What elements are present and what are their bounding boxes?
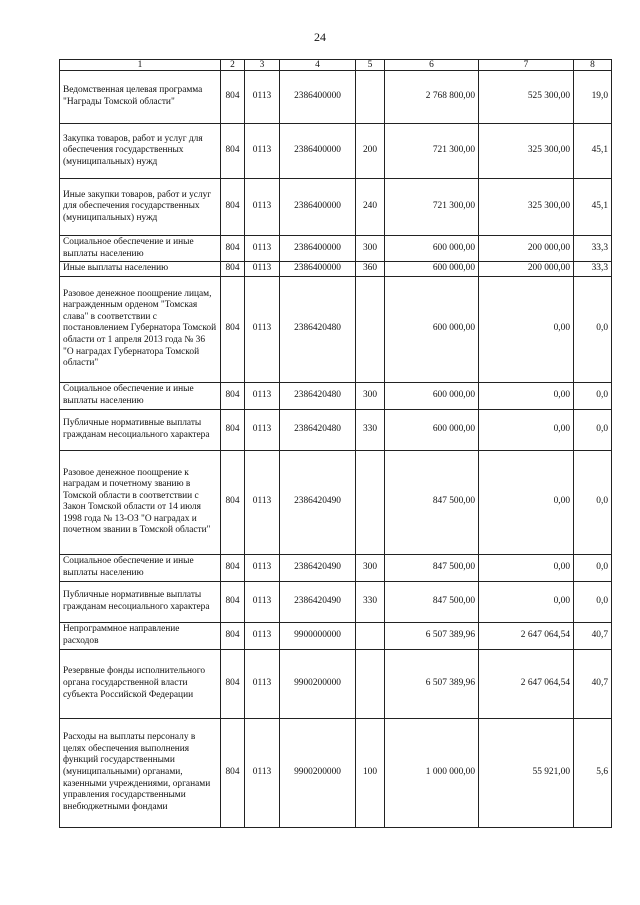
- code-cell: 804: [221, 179, 245, 236]
- expense-type-cell: 330: [356, 409, 385, 450]
- percent-cell: 0,0: [574, 409, 612, 450]
- section-cell: 0113: [245, 276, 280, 382]
- column-header: 4: [280, 60, 356, 71]
- actual-amount-cell: 0,00: [479, 554, 574, 581]
- expense-type-cell: [356, 276, 385, 382]
- page-number: 24: [314, 30, 326, 44]
- percent-cell: 5,6: [574, 718, 612, 827]
- target-article-cell: 2386400000: [280, 179, 356, 236]
- table-row: [60, 622, 612, 649]
- actual-amount-cell: 200 000,00: [479, 236, 574, 262]
- percent-cell: 0,0: [574, 276, 612, 382]
- row-name-cell: Резервные фонды исполнительного органа государственной власти субъекта Российской Федерации: [60, 649, 221, 718]
- percent-cell: 0,0: [574, 554, 612, 581]
- column-header: 3: [245, 60, 280, 71]
- plan-amount-cell: 600 000,00: [385, 276, 479, 382]
- table-row: [60, 71, 612, 124]
- table-body: [60, 71, 612, 828]
- code-cell: 804: [221, 718, 245, 827]
- expense-type-cell: 200: [356, 124, 385, 179]
- section-cell: 0113: [245, 262, 280, 277]
- actual-amount-cell: 55 921,00: [479, 718, 574, 827]
- row-name-cell: Ведомственная целевая программа "Награды Томской области": [60, 71, 221, 124]
- actual-amount-cell: 2 647 064,54: [479, 622, 574, 649]
- row-name-cell: Публичные нормативные выплаты гражданам несоциального характера: [60, 581, 221, 622]
- section-cell: 0113: [245, 409, 280, 450]
- target-article-cell: 2386420480: [280, 409, 356, 450]
- row-name-cell: Иные закупки товаров, работ и услуг для обеспечения государственных (муниципальных) нужд: [60, 179, 221, 236]
- percent-cell: 0,0: [574, 382, 612, 409]
- table-row: [60, 581, 612, 622]
- table-row: [60, 409, 612, 450]
- plan-amount-cell: 1 000 000,00: [385, 718, 479, 827]
- expense-type-cell: 300: [356, 382, 385, 409]
- percent-cell: 40,7: [574, 622, 612, 649]
- plan-amount-cell: 600 000,00: [385, 262, 479, 277]
- row-name-cell: Закупка товаров, работ и услуг для обеспечения государственных (муниципальных) нужд: [60, 124, 221, 179]
- target-article-cell: 9900200000: [280, 649, 356, 718]
- code-cell: 804: [221, 71, 245, 124]
- target-article-cell: 2386400000: [280, 124, 356, 179]
- target-article-cell: 2386400000: [280, 262, 356, 277]
- column-header: 1: [60, 60, 221, 71]
- section-cell: 0113: [245, 236, 280, 262]
- code-cell: 804: [221, 649, 245, 718]
- table-row: [60, 649, 612, 718]
- code-cell: 804: [221, 622, 245, 649]
- expense-type-cell: [356, 622, 385, 649]
- percent-cell: 33,3: [574, 262, 612, 277]
- section-cell: 0113: [245, 718, 280, 827]
- table-row: [60, 262, 612, 277]
- actual-amount-cell: 325 300,00: [479, 179, 574, 236]
- plan-amount-cell: 6 507 389,96: [385, 622, 479, 649]
- plan-amount-cell: 600 000,00: [385, 236, 479, 262]
- column-header: 7: [479, 60, 574, 71]
- section-cell: 0113: [245, 622, 280, 649]
- row-name-cell: Разовое денежное поощрение к наградам и почетному званию в Томской области в соответствии с Закон Томской области от 14 июля 1998 года № 13-ОЗ "О наградах и почетном звании в Томской области": [60, 450, 221, 554]
- actual-amount-cell: 0,00: [479, 276, 574, 382]
- expense-type-cell: 300: [356, 554, 385, 581]
- section-cell: 0113: [245, 649, 280, 718]
- row-name-cell: Расходы на выплаты персоналу в целях обеспечения выполнения функций государственными (муниципальными) органами, казенными учреждениями, органами управления государственными внебюджетными фондами: [60, 718, 221, 827]
- target-article-cell: 2386420480: [280, 276, 356, 382]
- target-article-cell: 2386420490: [280, 450, 356, 554]
- row-name-cell: Разовое денежное поощрение лицам, награжденным орденом "Томская слава" в соответствии с постановлением Губернатора Томской области от 1 апреля 2013 года № 36 "О наградах Губернатора Томской области": [60, 276, 221, 382]
- table-row: [60, 124, 612, 179]
- target-article-cell: 9900200000: [280, 718, 356, 827]
- actual-amount-cell: 0,00: [479, 382, 574, 409]
- target-article-cell: 2386400000: [280, 236, 356, 262]
- table-row: [60, 236, 612, 262]
- code-cell: 804: [221, 409, 245, 450]
- table-row: [60, 276, 612, 382]
- row-name-cell: Публичные нормативные выплаты гражданам несоциального характера: [60, 409, 221, 450]
- actual-amount-cell: 200 000,00: [479, 262, 574, 277]
- section-cell: 0113: [245, 71, 280, 124]
- section-cell: 0113: [245, 382, 280, 409]
- plan-amount-cell: 6 507 389,96: [385, 649, 479, 718]
- code-cell: 804: [221, 581, 245, 622]
- expense-type-cell: 300: [356, 236, 385, 262]
- table-row: [60, 179, 612, 236]
- table-header-row: [60, 60, 612, 71]
- section-cell: 0113: [245, 554, 280, 581]
- row-name-cell: Непрограммное направление расходов: [60, 622, 221, 649]
- plan-amount-cell: 600 000,00: [385, 409, 479, 450]
- column-header: 2: [221, 60, 245, 71]
- target-article-cell: 2386400000: [280, 71, 356, 124]
- plan-amount-cell: 721 300,00: [385, 179, 479, 236]
- row-name-cell: Социальное обеспечение и иные выплаты населению: [60, 554, 221, 581]
- percent-cell: 0,0: [574, 450, 612, 554]
- expense-type-cell: 330: [356, 581, 385, 622]
- expense-type-cell: 240: [356, 179, 385, 236]
- section-cell: 0113: [245, 581, 280, 622]
- expense-type-cell: [356, 450, 385, 554]
- actual-amount-cell: 2 647 064,54: [479, 649, 574, 718]
- plan-amount-cell: 721 300,00: [385, 124, 479, 179]
- actual-amount-cell: 0,00: [479, 581, 574, 622]
- section-cell: 0113: [245, 124, 280, 179]
- actual-amount-cell: 0,00: [479, 450, 574, 554]
- plan-amount-cell: 847 500,00: [385, 554, 479, 581]
- table-row: [60, 382, 612, 409]
- target-article-cell: 2386420480: [280, 382, 356, 409]
- expense-type-cell: [356, 649, 385, 718]
- target-article-cell: 2386420490: [280, 554, 356, 581]
- table-row: [60, 718, 612, 827]
- plan-amount-cell: 847 500,00: [385, 581, 479, 622]
- actual-amount-cell: 325 300,00: [479, 124, 574, 179]
- code-cell: 804: [221, 450, 245, 554]
- actual-amount-cell: 525 300,00: [479, 71, 574, 124]
- target-article-cell: 2386420490: [280, 581, 356, 622]
- expense-type-cell: [356, 71, 385, 124]
- section-cell: 0113: [245, 179, 280, 236]
- table-row: [60, 450, 612, 554]
- column-header: 8: [574, 60, 612, 71]
- section-cell: 0113: [245, 450, 280, 554]
- percent-cell: 33,3: [574, 236, 612, 262]
- percent-cell: 40,7: [574, 649, 612, 718]
- code-cell: 804: [221, 276, 245, 382]
- plan-amount-cell: 2 768 800,00: [385, 71, 479, 124]
- code-cell: 804: [221, 124, 245, 179]
- expense-type-cell: 360: [356, 262, 385, 277]
- column-header: 6: [385, 60, 479, 71]
- budget-table: [59, 59, 612, 828]
- plan-amount-cell: 847 500,00: [385, 450, 479, 554]
- percent-cell: 19,0: [574, 71, 612, 124]
- column-header: 5: [356, 60, 385, 71]
- expense-type-cell: 100: [356, 718, 385, 827]
- actual-amount-cell: 0,00: [479, 409, 574, 450]
- code-cell: 804: [221, 236, 245, 262]
- row-name-cell: Социальное обеспечение и иные выплаты населению: [60, 236, 221, 262]
- plan-amount-cell: 600 000,00: [385, 382, 479, 409]
- percent-cell: 0,0: [574, 581, 612, 622]
- percent-cell: 45,1: [574, 124, 612, 179]
- code-cell: 804: [221, 262, 245, 277]
- row-name-cell: Иные выплаты населению: [60, 262, 221, 277]
- row-name-cell: Социальное обеспечение и иные выплаты населению: [60, 382, 221, 409]
- table-row: [60, 554, 612, 581]
- percent-cell: 45,1: [574, 179, 612, 236]
- code-cell: 804: [221, 554, 245, 581]
- target-article-cell: 9900000000: [280, 622, 356, 649]
- code-cell: 804: [221, 382, 245, 409]
